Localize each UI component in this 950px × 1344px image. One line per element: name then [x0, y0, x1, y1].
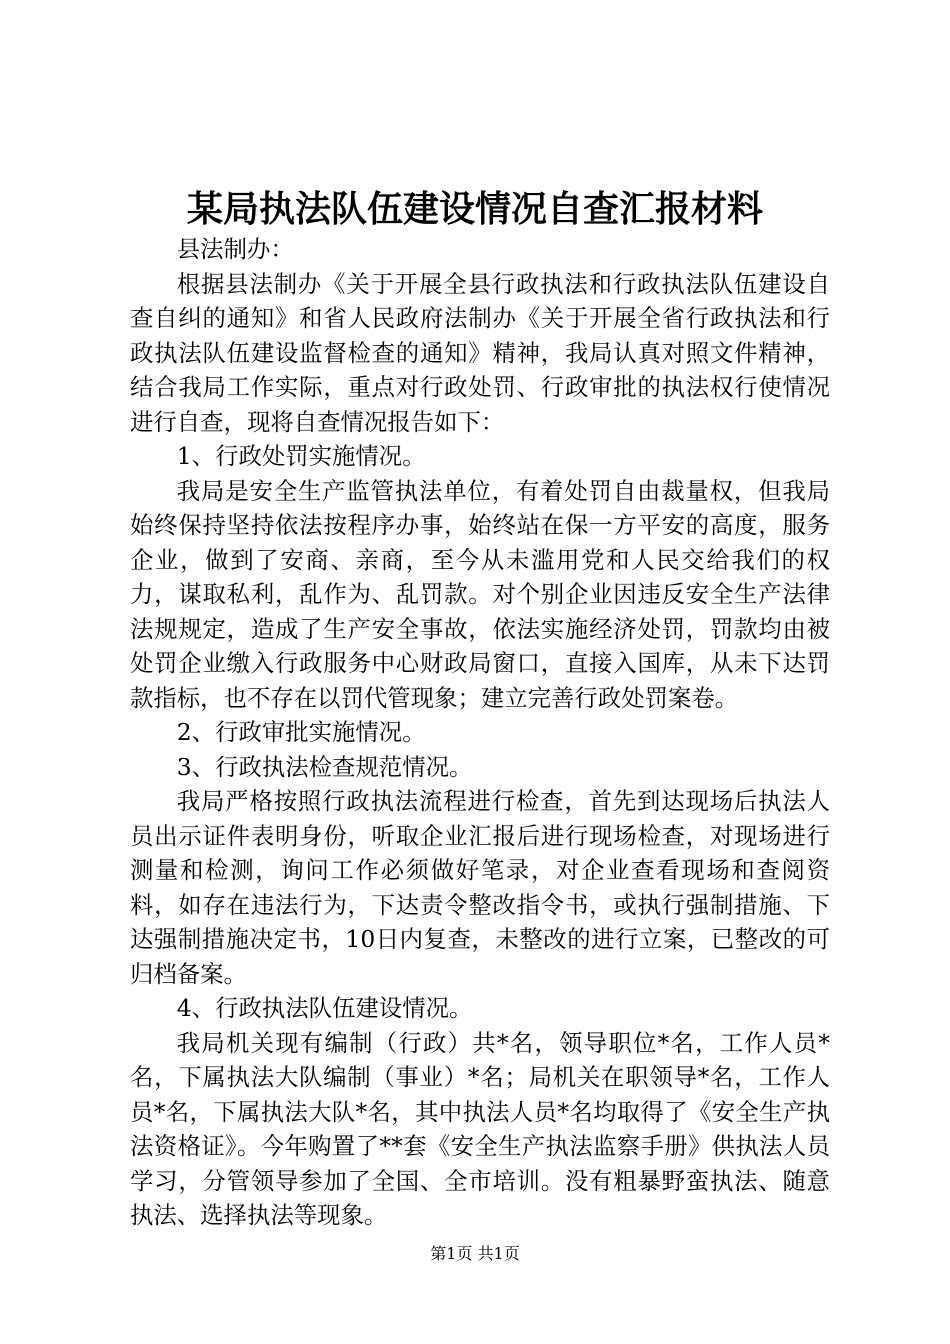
section-heading-3: 3、行政执法检查规范情况。 — [176, 752, 473, 781]
section-heading-4: 4、行政执法队伍建设情况。 — [176, 994, 473, 1022]
section-body-3: 我局严格按照行政执法流程进行检查，首先到达现场后执法人员出示证件表明身份，听取企业汇报后进行现场检查，对现场进行测量和检测，询问工作必须做好笔录，对企业查看现场和查阅资料，如存在违法行为，下达责令整改指令书，或执行强制措施、下达强制措施决定书，10日内复查，未整改的进行立案，已整改的可归档备案。 — [130, 787, 830, 988]
document-body — [130, 232, 830, 1233]
section-body-4: 我局机关现有编制（行政）共*名，领导职位*名，工作人员*名，下属执法大队编制（事业）*名；局机关在职领导*名，工作人员*名，下属执法大队*名，其中执法人员*名均取得了《安全生产执法资格证》。今年购置了**套《安全生产执法监察手册》供执法人员学习，分管领导参加了全国、全市培训。没有粗暴野蛮执法、随意执法、选择执法等现象。 — [130, 1028, 830, 1229]
document-title: 某局执法队伍建设情况自查汇报材料 — [186, 188, 763, 230]
section-heading-1: 1、行政处罚实施情况。 — [176, 442, 426, 470]
page-footer: 第1页 共1页 — [430, 1244, 520, 1263]
section-heading-2: 2、行政审批实施情况。 — [176, 718, 426, 746]
section-body-1: 我局是安全生产监管执法单位，有着处罚自由裁量权，但我局始终保持坚持依法按程序办事，始终站在保一方平安的高度，服务企业，做到了安商、亲商，至今从未滥用党和人民交给我们的权力，谋取私利，乱作为、乱罚款。对个别企业因违反安全生产法律法规规定，造成了生产安全事故，依法实施经济处罚，罚款均由被处罚企业缴入行政服务中心财政局窗口，直接入国库，从未下达罚款指标，也不存在以罚代管现象；建立完善行政处罚案卷。 — [130, 476, 830, 712]
salutation: 县法制办： — [176, 235, 294, 263]
intro-paragraph: 根据县法制办《关于开展全县行政执法和行政执法队伍建设自查自纠的通知》和省人民政府法制办《关于开展全省行政执法和行政执法队伍建设监督检查的通知》精神，我局认真对照文件精神，结合我局工作实际，重点对行政处罚、行政审批的执法权行使情况进行自查，现将自查情况报告如下： — [130, 269, 830, 436]
